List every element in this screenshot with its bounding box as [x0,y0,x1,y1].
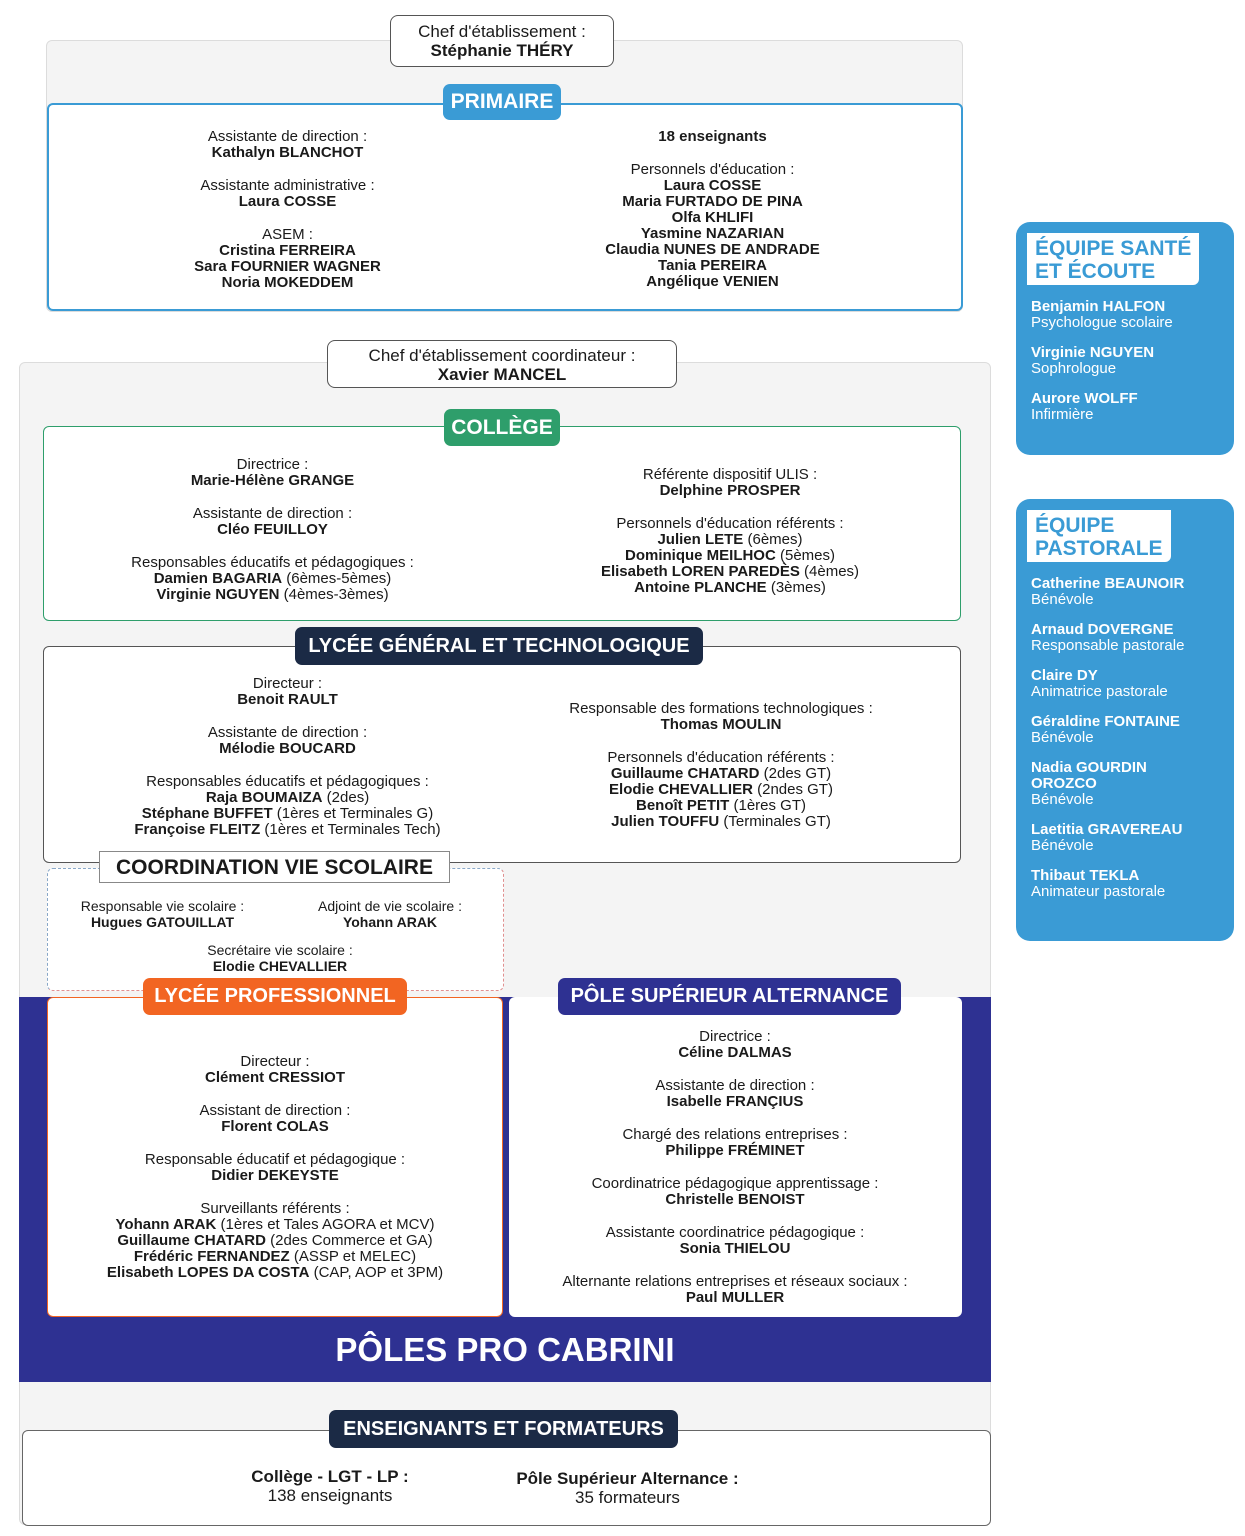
staff-name: Cléo FEUILLOY [217,521,328,538]
lgt-title: LYCÉE GÉNÉRAL ET TECHNOLOGIQUE [295,627,703,665]
staff-label: Responsables éducatifs et pédagogiques : [131,554,414,571]
staff-label: Assistante de direction : [655,1077,815,1094]
pastorale-title [1027,510,1171,562]
staff-name: Hugues GATOUILLAT [90,914,235,930]
staff-label: Adjoint de vie scolaire : [318,898,462,914]
pastorale-panel [1016,499,1234,941]
staff-entry: Damien BAGARIA (6èmes-5èmes) [153,570,392,587]
staff-name: Noria MOKEDDEM [221,274,354,291]
staff-name: Laura COSSE [663,177,762,194]
staff-entry: Raja BOUMAIZA (2des) [205,789,370,806]
staff-name: Céline DALMAS [678,1044,792,1061]
sante-member: Virginie NGUYEN Sophrologue [1031,344,1155,377]
staff-label: Responsables éducatifs et pédagogiques : [146,773,429,790]
staff-entry: Elisabeth LOREN PAREDÈS (4èmes) [600,563,860,580]
staff-name: Benoit RAULT [237,691,338,708]
staff-name: Tania PEREIRA [658,257,767,274]
staff-label: Directrice : [236,456,309,473]
staff-label: Personnels d'éducation référents : [616,515,844,532]
sante-title-line: ET ÉCOUTE [1035,260,1156,283]
pastorale-member: Thibaut TEKLA Animateur pastorale [1031,867,1166,900]
ens-left [215,1467,445,1505]
chef-coordinateur-label: Chef d'établissement coordinateur : [368,346,636,365]
staff-entry: Julien TOUFFU (Terminales GT) [611,813,831,830]
staff-entry: Elisabeth LOPES DA COSTA (CAP, AOP et 3PM) [106,1264,444,1281]
pastorale-member: Arnaud DOVERGNE Responsable pastorale [1031,621,1185,654]
psa-title: PÔLE SUPÉRIEUR ALTERNANCE [558,978,901,1015]
staff-label: Référente dispositif ULIS : [642,466,818,483]
staff-label: Assistante de direction : [192,505,353,522]
lgt-left-column [110,676,465,838]
staff-entry: Frédéric FERNANDEZ (ASSP et MELEC) [133,1248,417,1265]
staff-label: Responsable vie scolaire : [80,898,245,914]
ens-right [490,1469,765,1507]
staff-name: Laura COSSE [238,193,337,210]
staff-entry: Guillaume CHATARD (2des GT) [610,765,832,782]
pastorale-title-line: PASTORALE [1035,537,1163,560]
staff-label: Personnels d'éducation : [630,161,795,178]
staff-name: Maria FURTADO DE PINA [622,193,803,210]
staff-name: Thomas MOULIN [660,716,782,733]
staff-name: Sonia THIELOU [679,1240,791,1257]
staff-name: Angélique VENIEN [646,273,779,290]
teacher-count: 18 enseignants [658,128,767,145]
staff-name: Sara FOURNIER WAGNER [194,258,381,275]
chef-primaire-name: Stéphanie THÉRY [430,41,574,60]
staff-label: Alternante relations entreprises et réseaux sociaux : [562,1273,908,1290]
psa-column [520,1029,950,1306]
staff-label: Coordinatrice pédagogique apprentissage : [591,1175,879,1192]
staff-name: Claudia NUNES DE ANDRADE [605,241,820,258]
staff-name: Elodie CHEVALLIER [212,958,348,974]
staff-name: Paul MULLER [685,1289,785,1306]
sante-panel [1016,222,1234,455]
staff-entry: Guillaume CHATARD (2des Commerce et GA) [117,1232,433,1249]
staff-entry: Antoine PLANCHE (3èmes) [634,579,826,596]
staff-name: Philippe FRÉMINET [665,1142,805,1159]
chef-primaire-label: Chef d'établissement : [418,22,586,41]
staff-entry: Virginie NGUYEN (4èmes-3èmes) [156,586,389,603]
staff-label: Directrice : [699,1028,771,1045]
sante-member: Aurore WOLFF Infirmière [1031,390,1138,423]
cvs-resp [60,898,265,930]
staff-name: Yohann ARAK [342,914,438,930]
staff-label: Chargé des relations entreprises : [622,1126,848,1143]
staff-entry: Elodie CHEVALLIER (2ndes GT) [609,781,833,798]
total-value: 35 formateurs [575,1488,680,1507]
pastorale-member: Géraldine FONTAINE Bénévole [1031,713,1180,746]
primaire-right-column [560,129,865,290]
staff-label: Assistante de direction : [207,128,368,145]
ens-title: ENSEIGNANTS ET FORMATEURS [329,1410,678,1448]
staff-entry: Benoît PETIT (1ères GT) [635,797,807,814]
staff-name: Clément CRESSIOT [204,1069,346,1086]
pastorale-member: Laetitia GRAVEREAU Bénévole [1031,821,1183,854]
sante-title [1027,233,1199,285]
pastorale-member: Claire DY Animatrice pastorale [1031,667,1168,700]
staff-label: Surveillants référents : [200,1200,350,1217]
cvs-title: COORDINATION VIE SCOLAIRE [99,851,450,883]
cvs-adjoint [290,898,490,930]
chef-primaire-box [390,15,614,67]
pastorale-title-line: ÉQUIPE [1035,514,1115,537]
staff-label: ASEM : [262,226,313,243]
staff-label: Assistante de direction : [207,724,368,741]
staff-name: Florent COLAS [221,1118,329,1135]
staff-label: Responsable éducatif et pédagogique : [144,1151,406,1168]
lp-column [65,1054,485,1281]
staff-label: Assistante administrative : [200,177,375,194]
staff-label: Secrétaire vie scolaire : [207,942,353,958]
staff-name: Mélodie BOUCARD [219,740,356,757]
lgt-right-column [540,701,902,830]
total-label: Collège - LGT - LP : [251,1467,409,1486]
staff-entry: Julien LETE (6èmes) [657,531,803,548]
staff-entry: Françoise FLEITZ (1ères et Terminales Tech) [134,821,441,838]
staff-name: Yasmine NAZARIAN [640,225,785,242]
staff-name: Didier DEKEYSTE [211,1167,339,1184]
staff-name: Marie-Hélène GRANGE [190,472,355,489]
primaire-title: PRIMAIRE [443,84,561,120]
pastorale-member: Nadia GOURDIN OROZCO Bénévole [1031,759,1147,808]
poles-pro-title: PÔLES PRO CABRINI [335,1331,675,1368]
staff-label: Directeur : [240,1053,310,1070]
staff-label: Personnels d'éducation référents : [607,749,835,766]
pastorale-member: Catherine BEAUNOIR Bénévole [1031,575,1185,608]
staff-label: Assistant de direction : [199,1102,351,1119]
total-label: Pôle Supérieur Alternance : [516,1469,739,1488]
sante-member: Benjamin HALFON Psychologue scolaire [1031,298,1173,331]
staff-entry: Yohann ARAK (1ères et Tales AGORA et MCV) [115,1216,435,1233]
college-right-column [565,467,895,596]
chef-coordinateur-box [327,340,677,388]
staff-name: Isabelle FRANÇIUS [666,1093,804,1110]
staff-label: Directeur : [252,675,323,692]
total-value: 138 enseignants [267,1486,393,1505]
sante-title-line: ÉQUIPE SANTÉ [1035,237,1192,260]
staff-name: Christelle BENOIST [665,1191,805,1208]
staff-name: Delphine PROSPER [659,482,801,499]
primaire-left-column [150,129,425,291]
cvs-secretaire [150,942,410,974]
lp-title: LYCÉE PROFESSIONNEL [143,978,407,1015]
staff-entry: Dominique MEILHOC (5èmes) [624,547,835,564]
chef-coordinateur-name: Xavier MANCEL [437,365,567,384]
college-left-column [100,457,445,603]
staff-name: Olfa KHLIFI [671,209,754,226]
staff-entry: Stéphane BUFFET (1ères et Terminales G) [141,805,434,822]
staff-label: Assistante coordinatrice pédagogique : [605,1224,865,1241]
staff-name: Cristina FERREIRA [219,242,356,259]
staff-name: Kathalyn BLANCHOT [211,144,364,161]
college-title: COLLÈGE [444,409,560,446]
staff-label: Responsable des formations technologiques : [569,700,873,717]
